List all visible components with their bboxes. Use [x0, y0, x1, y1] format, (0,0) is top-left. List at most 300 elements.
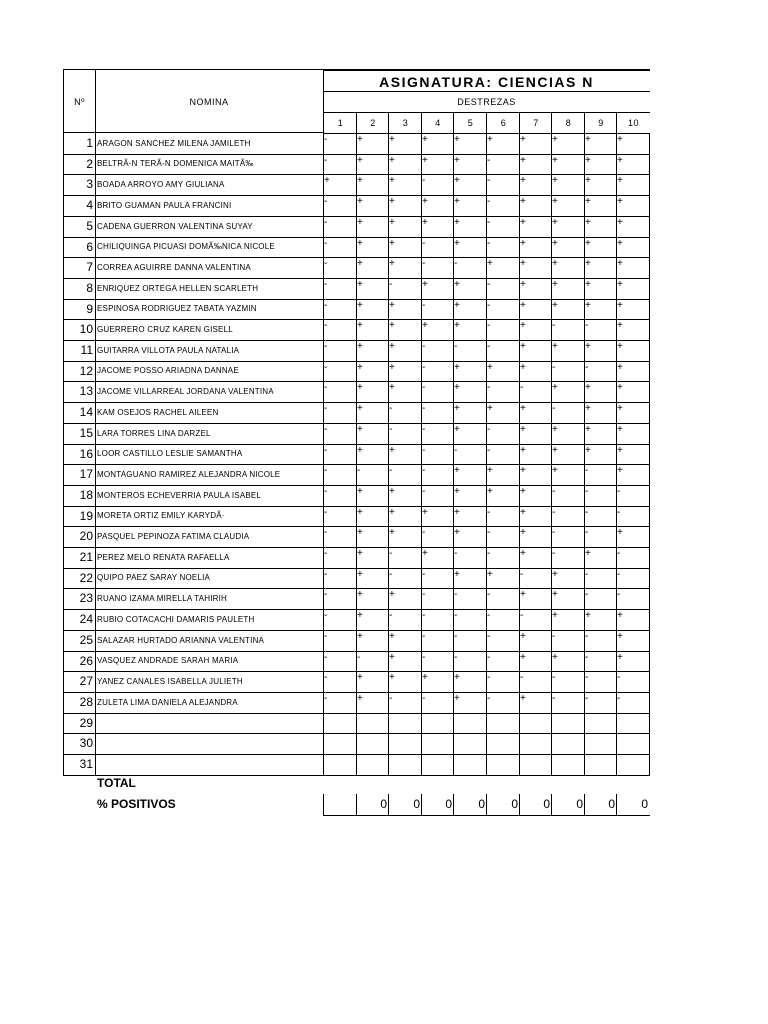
destreza-mark: -: [323, 257, 357, 279]
destreza-mark: +: [356, 588, 389, 610]
destreza-mark: +: [616, 154, 650, 175]
destreza-mark: -: [356, 464, 389, 486]
row-number: 2: [63, 154, 96, 175]
destreza-mark: +: [519, 444, 552, 465]
row-number: 28: [63, 692, 96, 714]
destreza-mark: +: [616, 444, 650, 465]
destreza-mark: +: [616, 195, 650, 217]
destrezas-cell: [323, 91, 650, 113]
destreza-mark: [323, 713, 357, 734]
destreza-mark: +: [584, 216, 617, 238]
destreza-mark: -: [486, 671, 520, 693]
destreza-mark: +: [616, 299, 650, 320]
destreza-mark: +: [519, 299, 552, 320]
destreza-mark: -: [616, 692, 650, 714]
destreza-mark: -: [453, 257, 487, 279]
destreza-mark: +: [356, 692, 389, 714]
destreza-mark: -: [323, 402, 357, 424]
destreza-mark: +: [388, 526, 422, 548]
destreza-mark: +: [453, 319, 487, 341]
destreza-mark: +: [356, 319, 389, 341]
destreza-mark: +: [388, 195, 422, 217]
destreza-mark: -: [616, 588, 650, 610]
destreza-mark: +: [616, 630, 650, 652]
destreza-mark: +: [519, 651, 552, 672]
row-number: 20: [63, 526, 96, 548]
student-name: MORETA ORTIZ EMILY KARYDÃ·: [95, 506, 324, 527]
destreza-mark: -: [421, 381, 454, 403]
student-name: VASQUEZ ANDRADE SARAH MARIA: [95, 651, 324, 672]
destreza-mark: -: [421, 444, 454, 465]
destreza-mark: -: [584, 319, 617, 341]
student-name: YANEZ CANALES ISABELLA JULIETH: [95, 671, 324, 693]
student-name: SALAZAR HURTADO ARIANNA VALENTINA: [95, 630, 324, 652]
destreza-mark: -: [323, 133, 357, 155]
destreza-mark: +: [584, 195, 617, 217]
destreza-mark: -: [421, 651, 454, 672]
destreza-mark: +: [551, 568, 585, 589]
destreza-mark: +: [453, 174, 487, 196]
destreza-mark: +: [519, 692, 552, 714]
destreza-mark: +: [551, 257, 585, 279]
destreza-mark: -: [584, 506, 617, 527]
student-name: ARAGON SANCHEZ MILENA JAMILETH: [95, 133, 324, 155]
destreza-mark: +: [519, 195, 552, 217]
destreza-mark: -: [388, 402, 422, 424]
destreza-mark: [519, 713, 552, 734]
destreza-mark: -: [486, 547, 520, 569]
destreza-mark: [551, 754, 585, 776]
student-name: ZULETA LIMA DANIELA ALEJANDRA: [95, 692, 324, 714]
student-name: QUIPO PAEZ SARAY NOELIA: [95, 568, 324, 589]
destreza-mark: [486, 713, 520, 734]
destreza-mark: +: [453, 506, 487, 527]
student-name: CHILIQUINGA PICUASI DOMÃ‰NICA NICOLE: [95, 237, 324, 258]
destreza-mark: -: [421, 237, 454, 258]
destreza-mark: +: [551, 195, 585, 217]
destreza-mark: -: [453, 588, 487, 610]
destreza-mark: +: [453, 568, 487, 589]
student-name: GUERRERO CRUZ KAREN GISELL: [95, 319, 324, 341]
destreza-number: 8: [551, 113, 585, 134]
destreza-mark: +: [421, 319, 454, 341]
destreza-mark: [323, 754, 357, 776]
destreza-mark: -: [323, 485, 357, 507]
destreza-mark: -: [616, 485, 650, 507]
destreza-mark: -: [453, 340, 487, 362]
destreza-mark: -: [616, 506, 650, 527]
destreza-number: 10: [616, 113, 650, 134]
destreza-mark: +: [323, 174, 357, 196]
destreza-mark: -: [323, 651, 357, 672]
destreza-mark: -: [421, 526, 454, 548]
destreza-mark: +: [616, 651, 650, 672]
destreza-mark: +: [388, 506, 422, 527]
destreza-number: 3: [388, 113, 422, 134]
destreza-number: 4: [421, 113, 454, 134]
row-number: 19: [63, 506, 96, 527]
student-name: LARA TORRES LINA DARZEL: [95, 423, 324, 445]
destreza-mark: -: [323, 568, 357, 589]
destreza-mark: +: [584, 133, 617, 155]
row-number: 21: [63, 547, 96, 569]
destreza-mark: [453, 733, 487, 755]
student-name: RUANO IZAMA MIRELLA TAHIRIH: [95, 588, 324, 610]
destreza-mark: -: [486, 381, 520, 403]
destreza-mark: +: [616, 174, 650, 196]
destreza-mark: -: [323, 464, 357, 486]
destreza-mark: [584, 733, 617, 755]
destreza-mark: +: [584, 299, 617, 320]
destreza-mark: [551, 733, 585, 755]
destreza-number: 2: [356, 113, 389, 134]
destreza-mark: -: [421, 340, 454, 362]
destreza-mark: +: [388, 237, 422, 258]
destreza-mark: -: [388, 464, 422, 486]
destreza-mark: -: [486, 319, 520, 341]
destreza-mark: -: [421, 485, 454, 507]
destreza-mark: -: [323, 547, 357, 569]
destreza-mark: +: [551, 381, 585, 403]
destreza-mark: +: [584, 547, 617, 569]
student-name: BOADA ARROYO AMY GIULIANA: [95, 174, 324, 196]
destreza-mark: +: [551, 423, 585, 445]
pct-value: 0: [421, 794, 454, 816]
destreza-mark: -: [421, 630, 454, 652]
destreza-mark: -: [486, 299, 520, 320]
destreza-mark: +: [519, 630, 552, 652]
destreza-mark: -: [486, 278, 520, 300]
row-number: 24: [63, 609, 96, 631]
destreza-mark: -: [551, 526, 585, 548]
destreza-mark: +: [453, 464, 487, 486]
destreza-mark: +: [616, 609, 650, 631]
destreza-mark: -: [551, 547, 585, 569]
row-number: 31: [63, 754, 96, 776]
destreza-mark: +: [584, 174, 617, 196]
destreza-mark: +: [551, 444, 585, 465]
destreza-mark: +: [453, 423, 487, 445]
row-number: 3: [63, 174, 96, 196]
destreza-mark: +: [519, 278, 552, 300]
destreza-mark: +: [519, 319, 552, 341]
destreza-mark: [584, 754, 617, 776]
destreza-mark: +: [421, 547, 454, 569]
destreza-mark: +: [421, 506, 454, 527]
student-name: LOOR CASTILLO LESLIE SAMANTHA: [95, 444, 324, 465]
destreza-mark: -: [551, 506, 585, 527]
destreza-mark: +: [486, 402, 520, 424]
destreza-mark: -: [486, 630, 520, 652]
destreza-mark: -: [584, 671, 617, 693]
destreza-mark: +: [584, 154, 617, 175]
destreza-mark: +: [388, 257, 422, 279]
destreza-mark: +: [356, 257, 389, 279]
destreza-mark: -: [323, 299, 357, 320]
destreza-mark: [421, 733, 454, 755]
row-number: 30: [63, 733, 96, 755]
destreza-mark: +: [551, 278, 585, 300]
student-name: BRITO GUAMAN PAULA FRANCINI: [95, 195, 324, 217]
destreza-mark: +: [486, 568, 520, 589]
destreza-mark: +: [453, 133, 487, 155]
destreza-mark: -: [356, 651, 389, 672]
destreza-mark: -: [584, 464, 617, 486]
student-name: GUITARRA VILLOTA PAULA NATALIA: [95, 340, 324, 362]
destreza-mark: -: [486, 216, 520, 238]
destreza-mark: -: [323, 588, 357, 610]
destreza-mark: -: [421, 257, 454, 279]
destreza-mark: +: [453, 361, 487, 382]
destreza-mark: +: [356, 630, 389, 652]
row-number: 5: [63, 216, 96, 238]
destreza-mark: +: [486, 133, 520, 155]
destreza-mark: -: [453, 444, 487, 465]
destreza-mark: +: [519, 154, 552, 175]
destreza-mark: +: [356, 195, 389, 217]
destreza-mark: [486, 754, 520, 776]
destreza-mark: +: [453, 485, 487, 507]
destreza-mark: -: [584, 588, 617, 610]
destreza-mark: -: [486, 651, 520, 672]
destreza-mark: +: [356, 506, 389, 527]
destreza-mark: +: [519, 402, 552, 424]
row-number: 14: [63, 402, 96, 424]
destreza-mark: -: [323, 444, 357, 465]
destreza-mark: +: [356, 402, 389, 424]
destreza-mark: -: [551, 402, 585, 424]
destreza-mark: -: [323, 195, 357, 217]
destreza-mark: -: [486, 588, 520, 610]
destreza-mark: +: [616, 340, 650, 362]
pct-positivos-label: % POSITIVOS: [97, 797, 176, 811]
destreza-mark: +: [388, 588, 422, 610]
student-name: CADENA GUERRON VALENTINA SUYAY: [95, 216, 324, 238]
destreza-mark: -: [421, 692, 454, 714]
destreza-mark: +: [519, 588, 552, 610]
destreza-mark: -: [519, 381, 552, 403]
destreza-mark: -: [486, 423, 520, 445]
row-number: 27: [63, 671, 96, 693]
destreza-mark: +: [519, 216, 552, 238]
destreza-mark: -: [323, 423, 357, 445]
destreza-mark: -: [584, 568, 617, 589]
destreza-mark: -: [323, 671, 357, 693]
destreza-mark: -: [323, 237, 357, 258]
destreza-mark: -: [486, 154, 520, 175]
destreza-mark: +: [356, 361, 389, 382]
destreza-mark: -: [388, 692, 422, 714]
destreza-mark: +: [356, 444, 389, 465]
destreza-mark: +: [356, 526, 389, 548]
row-number: 26: [63, 651, 96, 672]
destreza-mark: +: [519, 174, 552, 196]
destreza-mark: [421, 713, 454, 734]
destreza-mark: -: [519, 568, 552, 589]
destreza-mark: +: [356, 381, 389, 403]
destreza-mark: -: [323, 506, 357, 527]
destreza-mark: +: [356, 671, 389, 693]
pct-value: 0: [486, 794, 520, 816]
destreza-mark: +: [584, 444, 617, 465]
destreza-mark: -: [323, 361, 357, 382]
pct-value: 0: [584, 794, 617, 816]
destreza-mark: -: [323, 630, 357, 652]
destreza-mark: +: [616, 237, 650, 258]
destreza-mark: +: [388, 216, 422, 238]
destreza-mark: -: [584, 692, 617, 714]
destreza-mark: -: [584, 630, 617, 652]
destreza-mark: +: [519, 340, 552, 362]
destreza-mark: -: [323, 319, 357, 341]
destreza-mark: [616, 713, 650, 734]
destreza-mark: +: [551, 174, 585, 196]
destreza-mark: +: [584, 423, 617, 445]
destreza-mark: +: [388, 485, 422, 507]
destreza-mark: -: [486, 195, 520, 217]
destreza-mark: +: [421, 671, 454, 693]
destreza-mark: -: [486, 506, 520, 527]
destreza-mark: -: [388, 609, 422, 631]
destreza-mark: +: [551, 588, 585, 610]
destreza-mark: +: [519, 133, 552, 155]
row-number: 22: [63, 568, 96, 589]
destreza-mark: +: [388, 299, 422, 320]
student-name: ENRIQUEZ ORTEGA HELLEN SCARLETH: [95, 278, 324, 300]
destreza-mark: +: [616, 257, 650, 279]
destreza-mark: -: [551, 319, 585, 341]
destreza-mark: +: [519, 237, 552, 258]
destreza-mark: +: [388, 444, 422, 465]
destreza-mark: +: [551, 609, 585, 631]
destreza-mark: [388, 713, 422, 734]
destreza-mark: -: [421, 402, 454, 424]
destreza-mark: +: [551, 216, 585, 238]
destreza-mark: +: [616, 216, 650, 238]
destreza-mark: -: [323, 278, 357, 300]
destreza-number: 6: [486, 113, 520, 134]
destreza-mark: -: [421, 609, 454, 631]
destreza-mark: -: [584, 485, 617, 507]
student-name: JACOME VILLARREAL JORDANA VALENTINA: [95, 381, 324, 403]
destreza-mark: +: [519, 547, 552, 569]
destreza-mark: +: [584, 237, 617, 258]
destreza-mark: +: [519, 423, 552, 445]
destreza-mark: +: [453, 154, 487, 175]
destreza-mark: +: [356, 174, 389, 196]
destreza-mark: +: [616, 319, 650, 341]
destreza-mark: -: [486, 340, 520, 362]
destreza-mark: -: [486, 526, 520, 548]
destreza-mark: +: [356, 299, 389, 320]
destreza-mark: +: [519, 361, 552, 382]
destreza-mark: -: [551, 671, 585, 693]
student-name: MONTEROS ECHEVERRIA PAULA ISABEL: [95, 485, 324, 507]
destreza-mark: +: [486, 361, 520, 382]
student-name: CORREA AGUIRRE DANNA VALENTINA: [95, 257, 324, 279]
pct-value: 0: [551, 794, 585, 816]
destreza-mark: -: [519, 609, 552, 631]
student-name: BELTRÃ-N TERÃ-N DOMENICA MAITÃ‰: [95, 154, 324, 175]
destreza-mark: +: [453, 402, 487, 424]
destreza-mark: -: [323, 381, 357, 403]
destreza-mark: -: [388, 547, 422, 569]
destreza-mark: +: [616, 133, 650, 155]
row-number: 13: [63, 381, 96, 403]
destreza-mark: +: [388, 361, 422, 382]
destreza-mark: +: [421, 195, 454, 217]
destreza-mark: +: [356, 133, 389, 155]
row-number: 9: [63, 299, 96, 320]
header-no: Nº: [74, 97, 85, 107]
destreza-mark: +: [388, 133, 422, 155]
destreza-mark: +: [616, 361, 650, 382]
destreza-mark: +: [486, 257, 520, 279]
destreza-mark: -: [616, 568, 650, 589]
destreza-mark: +: [486, 464, 520, 486]
destreza-mark: -: [551, 485, 585, 507]
destreza-mark: -: [453, 651, 487, 672]
pct-value: [323, 794, 357, 816]
destreza-mark: [356, 713, 389, 734]
destreza-mark: +: [453, 526, 487, 548]
row-number: 23: [63, 588, 96, 610]
destreza-mark: +: [616, 464, 650, 486]
destreza-number: 5: [453, 113, 487, 134]
student-name: [95, 733, 324, 755]
destreza-mark: +: [421, 216, 454, 238]
destreza-mark: +: [551, 154, 585, 175]
destreza-mark: -: [551, 692, 585, 714]
destreza-mark: +: [388, 381, 422, 403]
destreza-mark: +: [421, 278, 454, 300]
destreza-mark: +: [421, 154, 454, 175]
destreza-mark: +: [551, 133, 585, 155]
destreza-mark: -: [323, 154, 357, 175]
destreza-mark: +: [453, 299, 487, 320]
pct-value: 0: [388, 794, 422, 816]
destreza-mark: +: [453, 195, 487, 217]
destreza-mark: +: [519, 506, 552, 527]
header-nomina: NOMINA: [189, 97, 229, 107]
destreza-mark: -: [388, 423, 422, 445]
destreza-mark: -: [584, 651, 617, 672]
destreza-mark: [551, 713, 585, 734]
header-no-cell: [63, 69, 96, 133]
destreza-mark: -: [323, 216, 357, 238]
destreza-mark: +: [388, 340, 422, 362]
row-number: 1: [63, 133, 96, 155]
destreza-mark: [616, 733, 650, 755]
destreza-mark: +: [584, 402, 617, 424]
row-number: 7: [63, 257, 96, 279]
destreza-mark: -: [323, 526, 357, 548]
destreza-mark: +: [584, 609, 617, 631]
destreza-mark: -: [323, 340, 357, 362]
destreza-mark: +: [584, 257, 617, 279]
student-name: ESPINOSA RODRIGUEZ TABATA YAZMIN: [95, 299, 324, 320]
destreza-mark: +: [551, 464, 585, 486]
destreza-mark: +: [551, 237, 585, 258]
destreza-mark: +: [616, 381, 650, 403]
destreza-mark: [616, 754, 650, 776]
destreza-mark: -: [421, 299, 454, 320]
row-number: 17: [63, 464, 96, 486]
destreza-mark: -: [453, 547, 487, 569]
destreza-mark: +: [388, 174, 422, 196]
destreza-mark: -: [519, 671, 552, 693]
pct-value: 0: [356, 794, 389, 816]
